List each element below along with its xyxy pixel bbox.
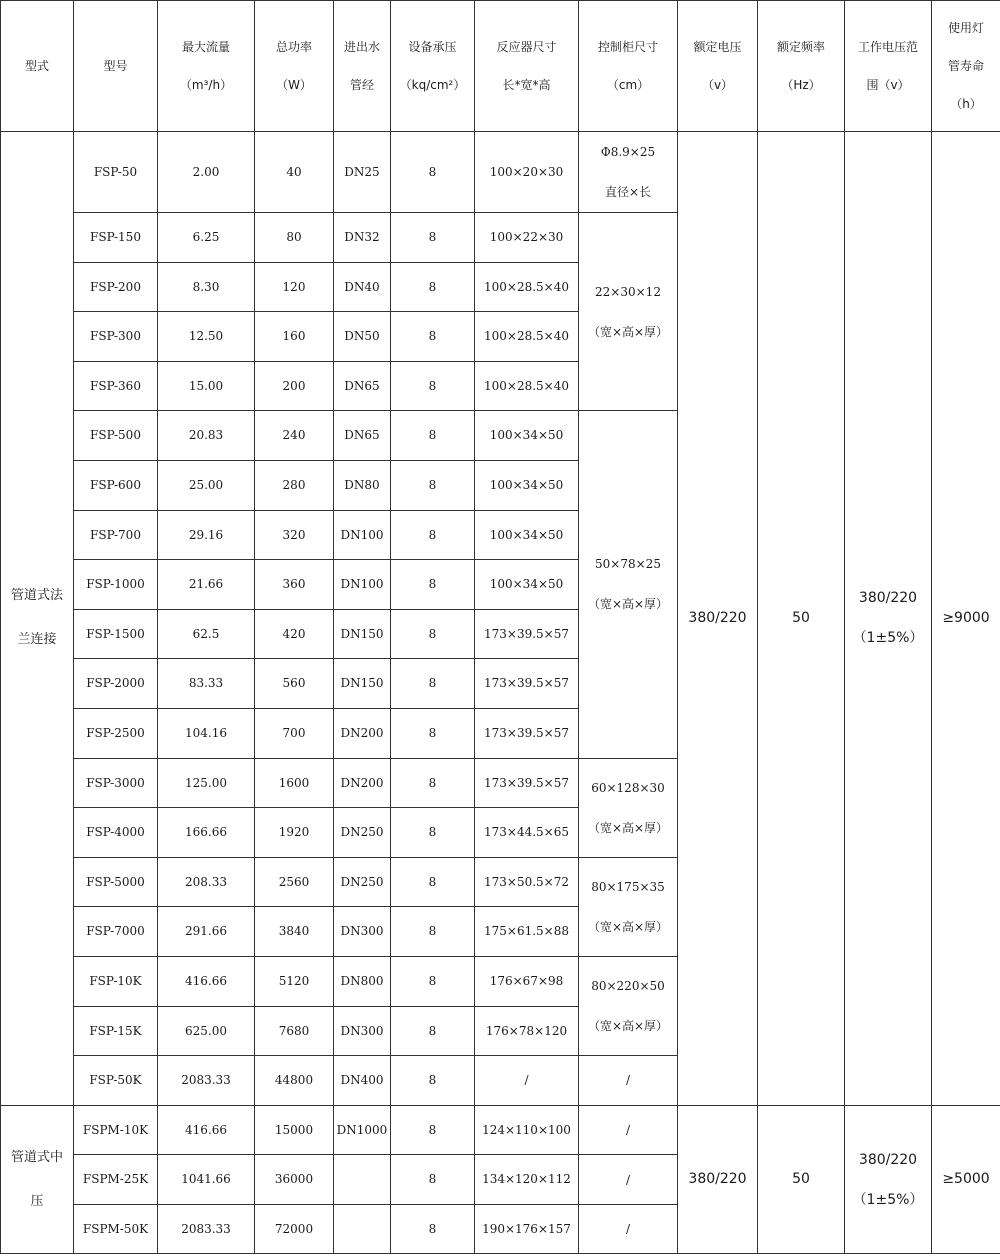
pressure-cell: 8 — [391, 1056, 475, 1106]
model-cell: FSP-360 — [74, 361, 158, 411]
header-pipe-diameter — [334, 1, 391, 132]
flow-cell: 25.00 — [158, 460, 255, 510]
pressure-cell: 8 — [391, 1155, 475, 1205]
flow-cell: 62.5 — [158, 609, 255, 659]
pipe-cell: DN150 — [334, 609, 391, 659]
model-cell: FSP-150 — [74, 213, 158, 263]
header-voltage-range — [845, 1, 932, 132]
type-cell — [1, 132, 74, 1106]
reactor-cell: 100×22×30 — [475, 213, 579, 263]
reactor-cell: 173×39.5×57 — [475, 609, 579, 659]
model-cell: FSP-50 — [74, 132, 158, 213]
flow-cell: 20.83 — [158, 411, 255, 461]
pressure-cell: 8 — [391, 857, 475, 907]
voltage-range-cell — [845, 1105, 932, 1254]
pipe-cell: DN250 — [334, 857, 391, 907]
power-cell: 5120 — [255, 956, 334, 1006]
cabinet-size-line: （宽×高×厚） — [587, 324, 669, 339]
header-line: 围（v） — [866, 78, 910, 92]
pipe-cell: DN150 — [334, 659, 391, 709]
flow-cell: 166.66 — [158, 808, 255, 858]
lamp-life-cell: ≥5000 — [932, 1105, 1000, 1254]
header-line: （W） — [276, 78, 312, 92]
header-line: 型号 — [103, 59, 128, 73]
model-cell: FSP-500 — [74, 411, 158, 461]
type-cell — [1, 1105, 74, 1254]
pressure-cell: 8 — [391, 262, 475, 312]
model-cell: FSP-4000 — [74, 808, 158, 858]
model-cell: FSP-50K — [74, 1056, 158, 1106]
header-line: （cm） — [606, 78, 650, 92]
power-cell: 160 — [255, 312, 334, 362]
pipe-cell: DN200 — [334, 758, 391, 808]
pressure-cell: 8 — [391, 1006, 475, 1056]
flow-cell: 29.16 — [158, 510, 255, 560]
header-reactor-size — [475, 1, 579, 132]
pipe-cell: DN100 — [334, 510, 391, 560]
pressure-cell: 8 — [391, 758, 475, 808]
header-line: （kq/cm²） — [399, 78, 466, 92]
flow-cell: 125.00 — [158, 758, 255, 808]
type-label: 兰连接 — [17, 632, 57, 648]
flow-cell: 6.25 — [158, 213, 255, 263]
pipe-cell: DN65 — [334, 361, 391, 411]
power-cell: 2560 — [255, 857, 334, 907]
header-cabinet-size — [579, 1, 678, 132]
voltage-range-line: 380/220 — [858, 1151, 918, 1168]
pressure-cell: 8 — [391, 510, 475, 560]
flow-cell: 83.33 — [158, 659, 255, 709]
power-cell: 3840 — [255, 907, 334, 957]
power-cell: 280 — [255, 460, 334, 510]
reactor-cell: 175×61.5×88 — [475, 907, 579, 957]
pipe-cell: DN40 — [334, 262, 391, 312]
header-line: 额定电压 — [693, 40, 742, 54]
cabinet-size-line: （宽×高×厚） — [587, 919, 669, 934]
pressure-cell: 8 — [391, 609, 475, 659]
pressure-cell: 8 — [391, 907, 475, 957]
type-label: 压 — [30, 1193, 44, 1209]
power-cell: 40 — [255, 132, 334, 213]
pipe-cell: DN250 — [334, 808, 391, 858]
cabinet-size-line: 22×30×12 — [595, 284, 661, 299]
rated-frequency-cell: 50 — [758, 132, 845, 1106]
table-row — [1, 1105, 1000, 1155]
rated-frequency-cell: 50 — [758, 1105, 845, 1254]
pressure-cell: 8 — [391, 708, 475, 758]
power-cell: 72000 — [255, 1204, 334, 1254]
pressure-cell: 8 — [391, 1204, 475, 1254]
model-cell: FSP-700 — [74, 510, 158, 560]
header-line: （v） — [701, 78, 734, 92]
pipe-cell: DN65 — [334, 411, 391, 461]
header-line: 管经 — [349, 78, 374, 92]
model-cell: FSP-2500 — [74, 708, 158, 758]
power-cell: 320 — [255, 510, 334, 560]
power-cell: 240 — [255, 411, 334, 461]
model-cell: FSP-1500 — [74, 609, 158, 659]
cabinet-size-line: 直径×长 — [604, 185, 652, 199]
voltage-range-line: 380/220 — [858, 590, 918, 607]
flow-cell: 208.33 — [158, 857, 255, 907]
flow-cell: 291.66 — [158, 907, 255, 957]
pressure-cell: 8 — [391, 560, 475, 610]
reactor-cell: 173×39.5×57 — [475, 758, 579, 808]
model-cell: FSP-2000 — [74, 659, 158, 709]
cabinet-size-line: / — [625, 1122, 631, 1137]
header-line: 使用灯 — [947, 21, 984, 35]
header-line: 最大流量 — [181, 40, 230, 54]
lamp-life-cell: ≥9000 — [932, 132, 1000, 1106]
model-cell: FSP-200 — [74, 262, 158, 312]
header-total-power — [255, 1, 334, 132]
cabinet-size-line: （宽×高×厚） — [587, 1019, 669, 1033]
cabinet-size-line: / — [625, 1222, 631, 1237]
header-line: 额定频率 — [776, 40, 825, 54]
power-cell: 200 — [255, 361, 334, 411]
model-cell: FSPM-25K — [74, 1155, 158, 1205]
pipe-cell: DN25 — [334, 132, 391, 213]
pressure-cell: 8 — [391, 956, 475, 1006]
table-row — [1, 132, 1000, 213]
pressure-cell: 8 — [391, 808, 475, 858]
pressure-cell: 8 — [391, 659, 475, 709]
reactor-cell: 100×34×50 — [475, 560, 579, 610]
flow-cell: 2.00 — [158, 132, 255, 213]
reactor-cell: 100×34×50 — [475, 460, 579, 510]
flow-cell: 21.66 — [158, 560, 255, 610]
voltage-range-line: （1±5%） — [852, 1191, 924, 1208]
flow-cell: 416.66 — [158, 1105, 255, 1155]
reactor-cell: 176×78×120 — [475, 1006, 579, 1056]
reactor-cell: 100×34×50 — [475, 411, 579, 461]
cabinet-size-line: Φ8.9×25 — [600, 145, 656, 159]
header-pressure — [391, 1, 475, 132]
reactor-cell: 173×44.5×65 — [475, 808, 579, 858]
rated-voltage-cell: 380/220 — [678, 1105, 758, 1254]
header-line: 反应器尺寸 — [496, 40, 557, 54]
header-rated-frequency — [758, 1, 845, 132]
pressure-cell: 8 — [391, 132, 475, 213]
pressure-cell: 8 — [391, 411, 475, 461]
voltage-range-line: （1±5%） — [852, 630, 924, 647]
reactor-cell: 173×39.5×57 — [475, 659, 579, 709]
cabinet-size-cell — [579, 1105, 678, 1155]
power-cell: 420 — [255, 609, 334, 659]
flow-cell: 2083.33 — [158, 1204, 255, 1254]
type-label: 管道式法 — [10, 588, 63, 604]
flow-cell: 1041.66 — [158, 1155, 255, 1205]
header-line: （Hz） — [781, 78, 821, 92]
pipe-cell: DN1000 — [334, 1105, 391, 1155]
pipe-cell: DN80 — [334, 460, 391, 510]
header-line: 长*宽*高 — [502, 78, 551, 92]
cabinet-size-cell — [579, 758, 678, 857]
cabinet-size-line: 50×78×25 — [595, 557, 661, 572]
pipe-cell: DN800 — [334, 956, 391, 1006]
model-cell: FSP-300 — [74, 312, 158, 362]
header-line: 控制柜尺寸 — [597, 40, 658, 54]
header-row — [1, 1, 1000, 132]
pipe-cell: DN32 — [334, 213, 391, 263]
header-line: 管寿命 — [947, 59, 984, 73]
cabinet-size-cell — [579, 857, 678, 956]
power-cell: 700 — [255, 708, 334, 758]
reactor-cell: 190×176×157 — [475, 1204, 579, 1254]
pressure-cell: 8 — [391, 361, 475, 411]
reactor-cell: / — [475, 1056, 579, 1106]
power-cell: 360 — [255, 560, 334, 610]
flow-cell: 8.30 — [158, 262, 255, 312]
cabinet-size-cell — [579, 411, 678, 758]
pressure-cell: 8 — [391, 312, 475, 362]
cabinet-size-line: （宽×高×厚） — [587, 597, 669, 612]
voltage-range-cell — [845, 132, 932, 1106]
pipe-cell: DN400 — [334, 1056, 391, 1106]
cabinet-size-cell — [579, 1056, 678, 1106]
cabinet-size-cell — [579, 213, 678, 411]
model-cell: FSP-600 — [74, 460, 158, 510]
reactor-cell: 100×28.5×40 — [475, 312, 579, 362]
model-cell: FSPM-50K — [74, 1204, 158, 1254]
power-cell: 80 — [255, 213, 334, 263]
pipe-cell — [334, 1204, 391, 1254]
model-cell: FSP-7000 — [74, 907, 158, 957]
cabinet-size-line: 80×220×50 — [591, 979, 665, 993]
flow-cell: 12.50 — [158, 312, 255, 362]
cabinet-size-cell — [579, 1204, 678, 1254]
pressure-cell: 8 — [391, 460, 475, 510]
reactor-cell: 173×50.5×72 — [475, 857, 579, 907]
pressure-cell: 8 — [391, 1105, 475, 1155]
header-line: （m³/h） — [179, 78, 233, 92]
header-rated-voltage — [678, 1, 758, 132]
cabinet-size-cell — [579, 132, 678, 213]
cabinet-size-cell — [579, 1155, 678, 1205]
reactor-cell: 124×110×100 — [475, 1105, 579, 1155]
reactor-cell: 100×34×50 — [475, 510, 579, 560]
pipe-cell: DN200 — [334, 708, 391, 758]
type-label: 管道式中 — [10, 1149, 63, 1165]
pipe-cell: DN100 — [334, 560, 391, 610]
power-cell: 1600 — [255, 758, 334, 808]
reactor-cell: 100×20×30 — [475, 132, 579, 213]
cabinet-size-cell — [579, 956, 678, 1055]
flow-cell: 104.16 — [158, 708, 255, 758]
power-cell: 36000 — [255, 1155, 334, 1205]
reactor-cell: 173×39.5×57 — [475, 708, 579, 758]
cabinet-size-line: 80×175×35 — [591, 879, 665, 894]
cabinet-size-line: （宽×高×厚） — [587, 820, 669, 835]
model-cell: FSP-1000 — [74, 560, 158, 610]
reactor-cell: 176×67×98 — [475, 956, 579, 1006]
model-cell: FSPM-10K — [74, 1105, 158, 1155]
flow-cell: 2083.33 — [158, 1056, 255, 1106]
reactor-cell: 134×120×112 — [475, 1155, 579, 1205]
rated-voltage-cell: 380/220 — [678, 132, 758, 1106]
flow-cell: 625.00 — [158, 1006, 255, 1056]
reactor-cell: 100×28.5×40 — [475, 361, 579, 411]
power-cell: 560 — [255, 659, 334, 709]
header-type — [1, 1, 74, 132]
cabinet-size-line: 60×128×30 — [591, 780, 665, 795]
header-line: 型式 — [24, 59, 49, 73]
header-line: （h） — [950, 97, 982, 111]
model-cell: FSP-3000 — [74, 758, 158, 808]
header-line: 进出水 — [343, 40, 380, 54]
header-line: 总功率 — [275, 40, 312, 54]
pipe-cell: DN300 — [334, 1006, 391, 1056]
cabinet-size-line: / — [625, 1073, 631, 1088]
power-cell: 1920 — [255, 808, 334, 858]
header-max-flow — [158, 1, 255, 132]
pressure-cell: 8 — [391, 213, 475, 263]
power-cell: 7680 — [255, 1006, 334, 1056]
flow-cell: 416.66 — [158, 956, 255, 1006]
reactor-cell: 100×28.5×40 — [475, 262, 579, 312]
flow-cell: 15.00 — [158, 361, 255, 411]
header-lamp-life — [932, 1, 1000, 132]
pipe-cell: DN50 — [334, 312, 391, 362]
pipe-cell: DN300 — [334, 907, 391, 957]
power-cell: 44800 — [255, 1056, 334, 1106]
model-cell: FSP-15K — [74, 1006, 158, 1056]
header-line: 设备承压 — [408, 40, 457, 54]
header-model — [74, 1, 158, 132]
header-line: 工作电压范 — [857, 40, 918, 54]
model-cell: FSP-5000 — [74, 857, 158, 907]
cabinet-size-line: / — [625, 1172, 631, 1187]
power-cell: 15000 — [255, 1105, 334, 1155]
power-cell: 120 — [255, 262, 334, 312]
pipe-cell — [334, 1155, 391, 1205]
model-cell: FSP-10K — [74, 956, 158, 1006]
